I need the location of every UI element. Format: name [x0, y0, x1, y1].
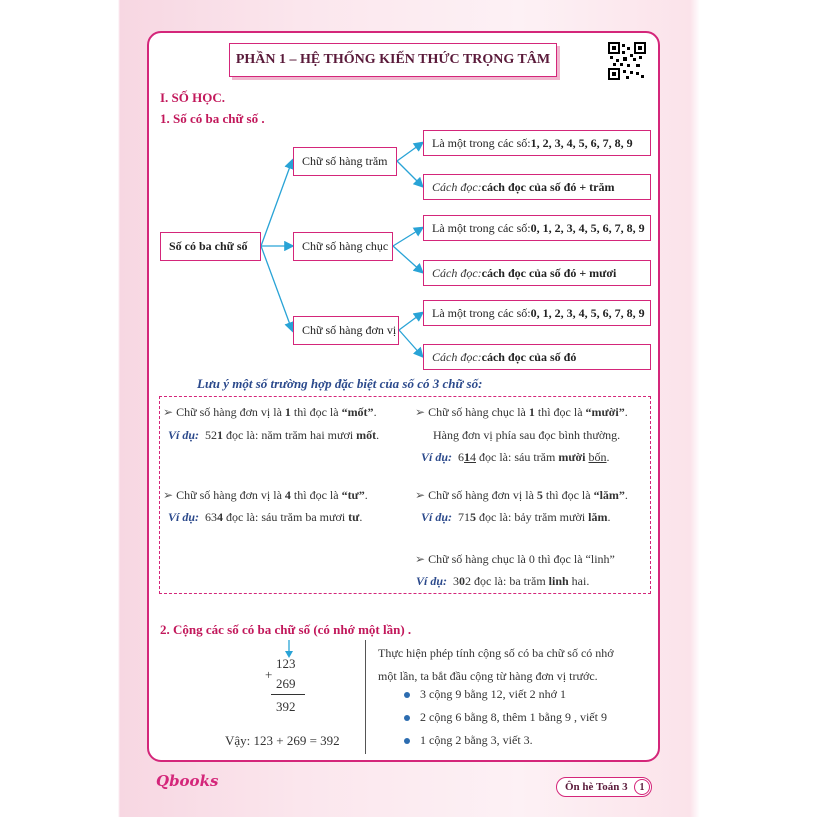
example-digit: 5 — [470, 510, 477, 524]
footer-tag — [556, 777, 652, 797]
note-word: “mốt” — [341, 405, 374, 419]
leaf-read: cách đọc của số đó + mươi — [481, 265, 617, 280]
leaf-digits: 0, 1, 2, 3, 4, 5, 6, 7, 8, 9 — [530, 220, 645, 235]
note-text: . — [624, 488, 628, 502]
leaf-digits: 0, 1, 2, 3, 4, 5, 6, 7, 8, 9 — [530, 305, 645, 320]
leaf-tens-digits — [423, 215, 651, 241]
note-text-line: Hàng đơn vị phía sau đọc bình thường. — [433, 428, 621, 442]
leaf-prefix: Là một trong các số: — [432, 135, 531, 150]
example-label: Ví dụ: — [421, 510, 453, 524]
addend-a: 123 — [276, 656, 296, 671]
note-text: Chữ số hàng đơn vị là — [176, 405, 285, 419]
explanation-line: một lần, ta bắt đầu cộng từ hàng đơn vị trước. — [378, 669, 598, 683]
section-heading: I. SỐ HỌC. — [160, 90, 226, 105]
leaf-read-prefix: Cách đọc: — [432, 349, 482, 364]
leaf-prefix: Là một trong các số: — [432, 220, 531, 235]
note-rule — [163, 405, 377, 420]
column-divider — [365, 640, 366, 754]
example-text: . — [606, 450, 610, 464]
note-example — [168, 510, 362, 525]
note-word: “mười” — [585, 405, 625, 419]
note-digit: 1 — [284, 405, 291, 419]
note-example — [168, 428, 379, 443]
note-text: thì đọc là — [534, 405, 586, 419]
leaf-digits: 1, 2, 3, 4, 5, 6, 7, 8, 9 — [530, 135, 633, 150]
example-digit: 4 — [470, 450, 477, 464]
example-number: 2 — [465, 574, 472, 588]
note-rule — [415, 488, 628, 503]
list-item-text: 1 cộng 2 bằng 3, viết 3. — [420, 733, 533, 747]
example-label: Ví dụ: — [168, 510, 200, 524]
note-text: Chữ số hàng chục là 0 thì đọc là “linh” — [428, 552, 615, 566]
note-rule — [415, 405, 628, 420]
example-number: 52 — [205, 428, 218, 442]
leaf-read-prefix: Cách đọc: — [432, 265, 482, 280]
note-text: thì đọc là — [290, 488, 342, 502]
example-text: đọc là: sáu trăm — [476, 450, 559, 464]
note-title: Lưu ý một số trường hợp đặc biệt của số có 3 chữ số: — [197, 376, 483, 391]
leaf-units-digits — [423, 300, 651, 326]
example-number: 71 — [458, 510, 471, 524]
example-text: đọc là: năm trăm hai mươi — [223, 428, 357, 442]
note-text: thì đọc là — [542, 488, 594, 502]
explanation — [378, 642, 614, 688]
branch-node-units: Chữ số hàng đơn vị — [293, 316, 399, 345]
arrow-bullet-icon: ➢ — [415, 552, 426, 566]
example-word: linh — [548, 574, 569, 588]
example-word: lăm — [588, 510, 608, 524]
example-word: bốn — [588, 450, 607, 464]
arrow-bullet-icon: ➢ — [415, 405, 426, 419]
example-digit: 1 — [217, 428, 224, 442]
result-line: Vậy: 123 + 269 = 392 — [225, 733, 340, 748]
note-text: Chữ số hàng chục là — [428, 405, 529, 419]
example-text: . — [376, 428, 380, 442]
note-rule — [415, 552, 615, 567]
example-number: 6 — [458, 450, 465, 464]
example-digit: 1 — [464, 450, 471, 464]
example-number: 63 — [205, 510, 218, 524]
example-text: đọc là: ba trăm — [471, 574, 549, 588]
list-item-text: 3 cộng 9 bằng 12, viết 2 nhớ 1 — [420, 687, 566, 701]
example-word: tư — [348, 510, 360, 524]
note-digit: 1 — [528, 405, 535, 419]
note-text: . — [624, 405, 628, 419]
example-text: hai. — [568, 574, 590, 588]
list-item — [404, 710, 607, 725]
note-example — [421, 510, 611, 525]
arrow-bullet-icon: ➢ — [163, 488, 174, 502]
example-text: . — [359, 510, 363, 524]
leaf-hundreds-digits — [423, 130, 651, 156]
leaf-hundreds-reading — [423, 174, 651, 200]
list-item — [404, 687, 566, 702]
leaf-read: cách đọc của số đó — [481, 349, 577, 364]
example-digit: 4 — [217, 510, 224, 524]
bullet-icon — [404, 692, 410, 698]
leaf-tens-reading — [423, 260, 651, 286]
leaf-read-prefix: Cách đọc: — [432, 179, 482, 194]
note-word: “tư” — [341, 488, 365, 502]
note-text: Chữ số hàng đơn vị là — [176, 488, 285, 502]
addend-b: 269 — [276, 676, 296, 691]
sum-line — [271, 694, 305, 695]
note-example — [416, 574, 589, 589]
example-text: đọc là: bảy trăm mười — [476, 510, 589, 524]
example-text: . — [607, 510, 611, 524]
list-item-text: 2 cộng 6 bằng 8, thêm 1 bằng 9 , viết 9 — [420, 710, 607, 724]
footer-label: Ôn hè Toán 3 — [565, 781, 628, 793]
bullet-icon — [404, 738, 410, 744]
arrow-bullet-icon: ➢ — [415, 488, 426, 502]
branch-node-tens: Chữ số hàng chục — [293, 232, 393, 261]
bullet-icon — [404, 715, 410, 721]
example-number: 3 — [453, 574, 460, 588]
leaf-units-reading — [423, 344, 651, 370]
plus-sign: + — [265, 667, 273, 682]
example-word: mười — [558, 450, 586, 464]
note-text: . — [373, 405, 377, 419]
note-digit: 4 — [284, 488, 291, 502]
subsection-heading: 2. Cộng các số có ba chữ số (có nhớ một lần) . — [160, 622, 412, 637]
note-text: Chữ số hàng đơn vị là — [428, 488, 537, 502]
example-word: mốt — [356, 428, 377, 442]
note-text: . — [364, 488, 368, 502]
example-label: Ví dụ: — [421, 450, 453, 464]
branch-node-hundreds: Chữ số hàng trăm — [293, 147, 397, 176]
publisher-logo: Qbooks — [156, 772, 219, 790]
subsection-heading: 1. Số có ba chữ số . — [160, 111, 265, 126]
sum: 392 — [276, 699, 296, 714]
arrow-bullet-icon: ➢ — [163, 405, 174, 419]
example-digit: 0 — [459, 574, 466, 588]
leaf-read: cách đọc của số đó + trăm — [481, 179, 615, 194]
example-text: đọc là: sáu trăm ba mươi — [223, 510, 349, 524]
page-title: PHẦN 1 – HỆ THỐNG KIẾN THỨC TRỌNG TÂM — [229, 43, 557, 77]
root-node: Số có ba chữ số — [160, 232, 261, 261]
example-label: Ví dụ: — [168, 428, 200, 442]
list-item — [404, 733, 533, 748]
explanation-line: Thực hiện phép tính cộng số có ba chữ số có nhớ — [378, 646, 614, 660]
example-label: Ví dụ: — [416, 574, 448, 588]
note-rule — [163, 488, 368, 503]
note-word: “lăm” — [593, 488, 625, 502]
note-example — [421, 450, 610, 465]
page-number: 1 — [634, 779, 650, 795]
note-text: thì đọc là — [290, 405, 342, 419]
note-digit: 5 — [536, 488, 543, 502]
leaf-prefix: Là một trong các số: — [432, 305, 531, 320]
